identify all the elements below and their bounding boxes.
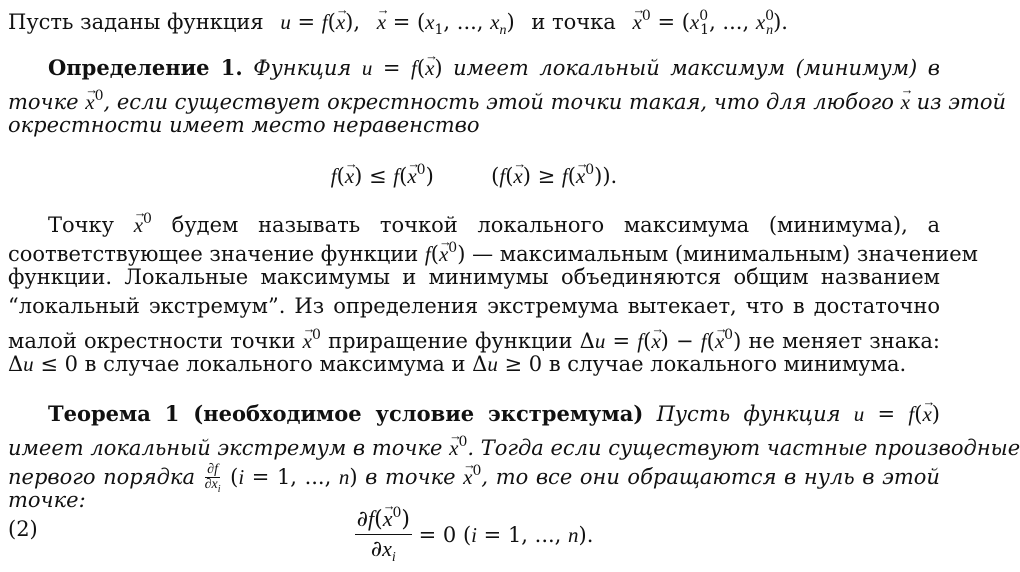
definition-line-3: окрестности имеет место неравенство bbox=[8, 113, 480, 137]
partial-fraction-small: $\frac{\partial f}{\partial x_i}$ bbox=[204, 461, 221, 495]
intro-text-2: и точка bbox=[531, 10, 616, 34]
equation-number: (2) bbox=[8, 517, 38, 541]
definition-line-2: точке → $x^0$, если существует окрестность этой точки такая, что для любого → x из этой bbox=[8, 82, 940, 117]
paragraph-line-5: малой окрестности точки → $x^0$ приращение функции $\Delta u = f(\to x) - f(\to x^0)$ не меняет знака: bbox=[8, 321, 940, 356]
theorem-line-4: точке: bbox=[8, 488, 86, 512]
paragraph-line-4: “локальный экстремум”. Из определения экстремума вытекает, что в достаточно bbox=[8, 294, 940, 318]
theorem-line-1: Теорема 1 (необходимое условие экстремума) Пусть функция u = f(→ x) bbox=[8, 399, 940, 429]
partial-fraction-large: $\frac{\partial f(\to x^0)}{\partial x_i}$ bbox=[355, 499, 412, 572]
paragraph-line-3: функции. Локальные максимумы и минимумы объединяются общим названием bbox=[8, 265, 940, 289]
intro-line: Пусть заданы функция u = f(→ x), → $x = (x_1$, ..., $x_n$) и точка → $x^0 = (x^0_1$, ..., $x^0_n$). bbox=[8, 2, 788, 45]
theorem-heading: Теорема 1 (необходимое условие экстремума) bbox=[48, 401, 644, 426]
paragraph-line-2: соответствующее значение функции $f(\to x^0)$ — максимальным (минимальным) значением bbox=[8, 234, 940, 269]
definition-line-1: Определение 1. Функция u = f(→ x) имеет локальный максимум (минимум) в bbox=[8, 53, 940, 83]
paragraph-line-1: Точку → $x^0$ будем называть точкой локального максимума (минимума), а bbox=[8, 205, 940, 240]
paragraph-line-6: Δu ≤ 0 в случае локального максимума и Δu ≥ 0 в случае локального минимума. bbox=[8, 352, 907, 376]
theorem-line-3: первого порядка $\frac{\partial f}{\partial x_i}$ (i = 1, ..., n) в точке → $x^0$, то все они обращаются в нуль в этой bbox=[8, 457, 940, 494]
definition-heading: Определение 1. bbox=[48, 55, 243, 80]
intro-text: Пусть заданы функция bbox=[8, 10, 264, 34]
equation-2: $\frac{\partial f(\to x^0)}{\partial x_i}$ = 0 (i = 1, ..., n). bbox=[8, 499, 940, 572]
inequality-display: $f(\to x) \le f(\to x^0)$ $(f(\to x) \ge f(\to x^0))$. bbox=[8, 156, 940, 191]
theorem-line-2: имеет локальный экстремум в точке → $x^0$. Тогда если существуют частные производные bbox=[8, 428, 940, 463]
